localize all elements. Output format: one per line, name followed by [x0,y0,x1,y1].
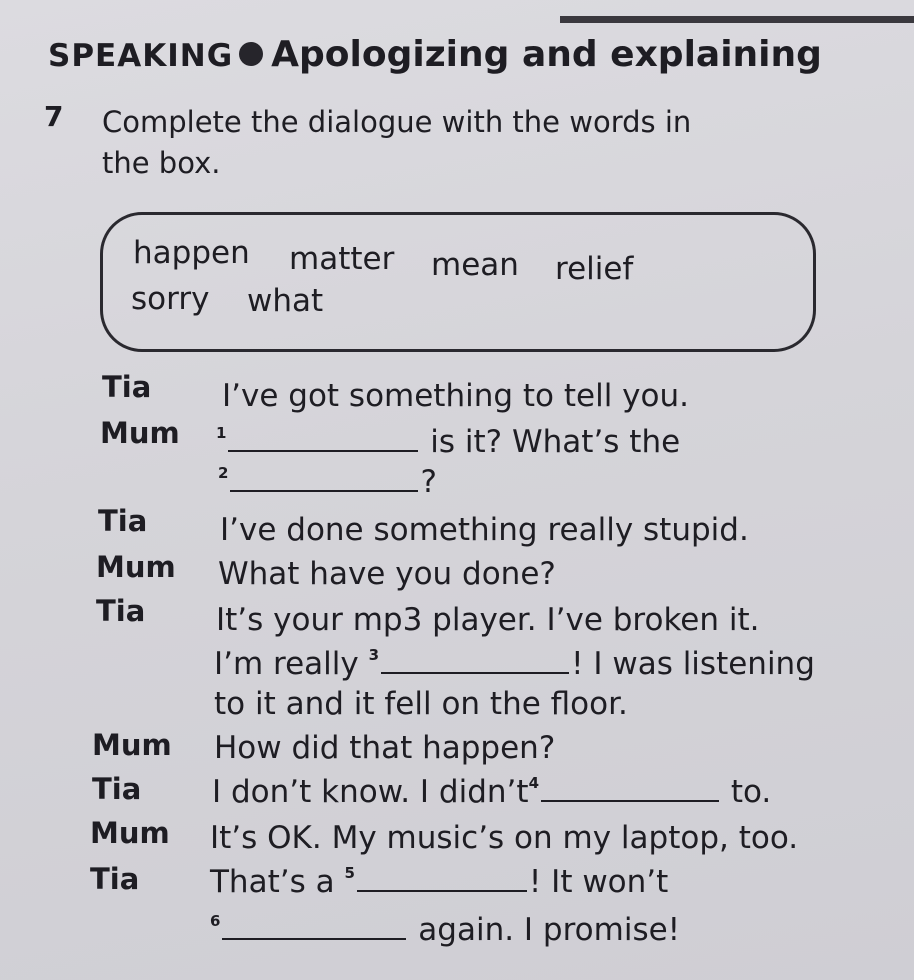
answer-blank[interactable] [381,671,569,674]
speaker-name: Tia [92,772,142,806]
speaker-name: Mum [96,550,176,584]
speaker-name: Tia [98,504,148,538]
dialogue-text: That’s a [210,864,335,900]
dialogue-line: to it and it fell on the floor. [214,686,628,722]
dialogue-line: I’ve got something to tell you. [222,378,689,414]
dialogue-line [212,774,771,810]
word-box-item: matter [289,241,395,277]
blank-number: 4 [528,774,539,792]
blank-number: 1 [216,424,227,442]
dialogue-text: ? [420,464,437,500]
blank-number: 5 [344,864,355,882]
answer-blank[interactable] [357,889,527,892]
section-topic: Apologizing and explaining [271,34,822,75]
word-box-item: mean [431,247,519,283]
dialogue-line [210,864,668,900]
exercise-number: 7 [44,100,64,133]
dialogue-line: What have you done? [218,556,556,592]
bullet-icon [239,42,263,66]
dialogue-line [210,912,680,948]
dialogue-text: ! I was listening [571,646,815,682]
dialogue-text: I don’t know. I didn’t [212,774,529,810]
speaker-name: Mum [90,816,170,850]
dialogue-line: I’ve done something really stupid. [220,512,749,548]
dialogue-text: I’m really [214,646,359,682]
dialogue-text: is it? What’s the [430,424,681,460]
word-box-item: relief [555,251,634,287]
word-box-item: what [247,283,324,319]
speaker-name: Mum [100,416,180,450]
dialogue-line: It’s OK. My music’s on my laptop, too. [210,820,799,856]
dialogue-line [216,424,680,460]
blank-number: 6 [210,912,221,930]
dialogue-line: It’s your mp3 player. I’ve broken it. [216,602,760,638]
word-box-item: sorry [131,281,210,317]
dialogue-line [218,464,437,500]
dialogue-text: again. I promise! [418,912,681,948]
speaker-name: Tia [96,594,146,628]
word-box-item: happen [133,235,250,271]
page-edge-divider [560,0,914,23]
answer-blank[interactable] [541,799,719,802]
dialogue-line [214,646,815,682]
answer-blank[interactable] [228,449,418,452]
blank-number: 3 [368,646,380,664]
speaker-name: Mum [92,728,172,762]
dialogue-line: How did that happen? [214,730,556,766]
answer-blank[interactable] [230,489,418,492]
speaker-name: Tia [90,862,140,896]
dialogue-text: to. [730,774,772,810]
section-label: SPEAKING [48,38,234,74]
word-box [100,212,816,352]
answer-blank[interactable] [222,937,406,940]
dialogue-text: ! It won’t [528,864,669,900]
exercise-instruction: Complete the dialogue with the words in the box. [102,105,692,180]
speaker-name: Tia [102,370,152,404]
section-heading [48,34,822,75]
blank-number: 2 [218,464,229,482]
